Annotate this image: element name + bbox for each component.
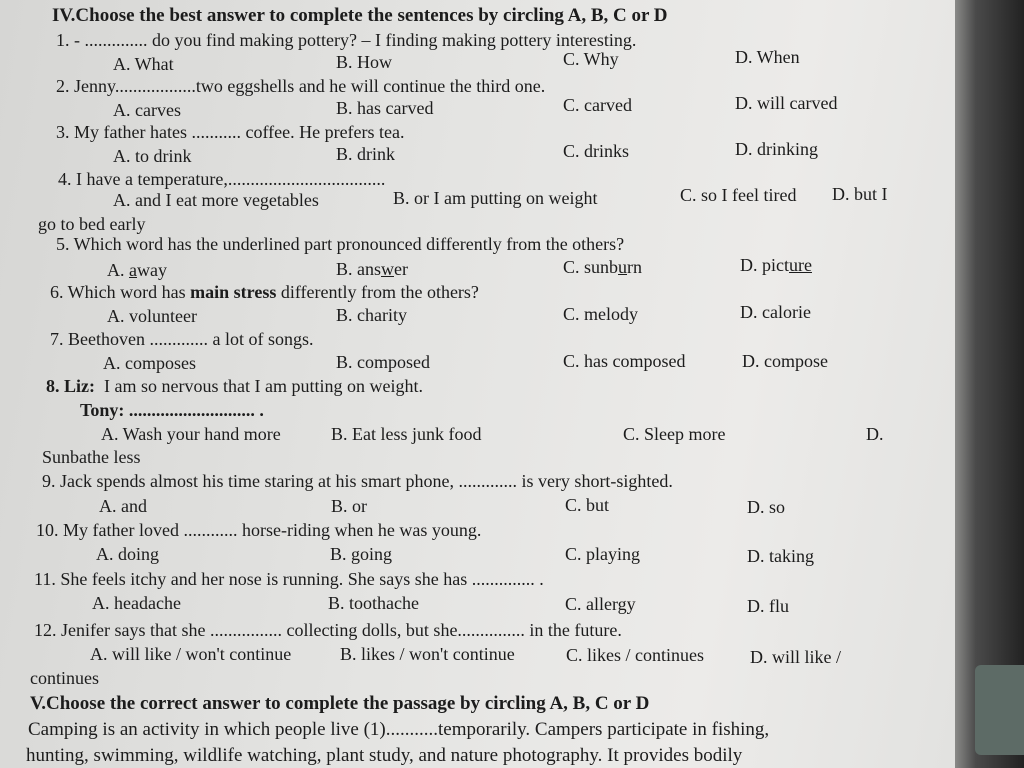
question-2-option-c[interactable]: C. carved — [563, 95, 632, 115]
question-3-option-d[interactable]: D. drinking — [735, 139, 818, 159]
speaker-label: 8. Liz: — [46, 376, 95, 396]
question-10-option-b[interactable]: B. going — [330, 544, 393, 564]
speaker-label: Tony: — [80, 400, 125, 420]
question-10-option-d[interactable]: D. taking — [747, 546, 814, 566]
passage-line-1: Camping is an activity in which people live (1)...........temporarily. Campers participate in fishing, — [28, 719, 770, 740]
question-8-liz-line — [46, 376, 423, 396]
question-9-stem: 9. Jack spends almost his time staring at his smart phone, ............. is very short-sighted. — [42, 471, 673, 491]
question-12-option-b[interactable]: B. likes / won't continue — [340, 644, 515, 664]
underlined-part: w — [381, 259, 394, 279]
stem-text: differently from the others? — [276, 282, 479, 302]
question-12-option-c[interactable]: C. likes / continues — [566, 645, 704, 665]
question-8-option-b[interactable]: B. Eat less junk food — [331, 424, 482, 444]
question-3-option-a[interactable]: A. to drink — [113, 146, 192, 166]
question-10-option-a[interactable]: A. doing — [96, 544, 159, 564]
speaker-text: I am so nervous that I am putting on weight. — [104, 376, 423, 396]
option-text: rn — [627, 257, 643, 277]
section-5-title: V.Choose the correct answer to complete the passage by circling A, B, C or D — [30, 693, 650, 714]
question-1-option-a[interactable]: A. What — [113, 54, 174, 74]
question-11-option-d[interactable]: D. flu — [747, 596, 789, 616]
question-4-option-d[interactable]: D. but I — [832, 184, 888, 204]
question-10-stem: 10. My father loved ............ horse-riding when he was young. — [36, 520, 482, 540]
question-5-option-d[interactable] — [740, 255, 812, 275]
underlined-part: u — [618, 257, 628, 277]
question-1-option-c[interactable]: C. Why — [563, 49, 619, 69]
question-2-stem: 2. Jenny..................two eggshells and he will continue the third one. — [56, 76, 546, 96]
stem-bold-text: main stress — [190, 282, 277, 302]
background-device — [975, 665, 1024, 755]
question-8-option-c[interactable]: C. Sleep more — [623, 424, 726, 444]
question-3-option-b[interactable]: B. drink — [336, 144, 396, 164]
question-11-stem: 11. She feels itchy and her nose is running. She says she has .............. . — [34, 569, 544, 589]
question-8-option-d[interactable]: D. — [866, 424, 884, 444]
question-12-option-a[interactable]: A. will like / won't continue — [90, 644, 292, 664]
underlined-part: ure — [789, 255, 812, 275]
question-6-option-b[interactable]: B. charity — [336, 305, 407, 325]
question-4-option-a[interactable]: A. and I eat more vegetables — [113, 190, 319, 210]
section-4-title: IV.Choose the best answer to complete the sentences by circling A, B, C or D — [52, 5, 668, 26]
question-9-option-c[interactable]: C. but — [565, 495, 610, 515]
question-7-stem: 7. Beethoven ............. a lot of songs. — [50, 329, 314, 349]
question-5-option-b[interactable] — [336, 259, 408, 279]
question-4-stem: 4. I have a temperature,................................... — [58, 169, 386, 189]
page-edge-shadow — [955, 0, 1024, 768]
question-12-option-d[interactable]: D. will like / — [750, 647, 841, 667]
question-4-option-b[interactable]: B. or I am putting on weight — [393, 188, 598, 208]
question-7-option-a[interactable]: A. composes — [103, 353, 196, 373]
question-6-option-a[interactable]: A. volunteer — [107, 306, 197, 326]
question-11-option-b[interactable]: B. toothache — [328, 593, 419, 613]
question-10-option-c[interactable]: C. playing — [565, 544, 640, 564]
question-8-option-a[interactable]: A. Wash your hand more — [101, 424, 281, 444]
question-9-option-a[interactable]: A. and — [99, 496, 147, 516]
option-text: A. — [107, 260, 129, 280]
question-3-stem: 3. My father hates ........... coffee. He prefers tea. — [56, 122, 405, 142]
question-3-option-c[interactable]: C. drinks — [563, 141, 630, 161]
question-2-option-b[interactable]: B. has carved — [336, 98, 434, 118]
question-9-option-d[interactable]: D. so — [747, 497, 786, 517]
option-text: B. ans — [336, 259, 381, 279]
question-5-option-c[interactable] — [563, 257, 642, 277]
answer-blank: ............................ . — [128, 400, 264, 420]
question-2-option-d[interactable]: D. will carved — [735, 93, 838, 113]
option-text: C. sunb — [563, 257, 619, 277]
question-7-option-c[interactable]: C. has composed — [563, 351, 686, 371]
question-6-stem — [50, 282, 479, 302]
question-12-stem: 12. Jenifer says that she ................ collecting dolls, but she............... in the future. — [34, 620, 622, 640]
question-2-option-a[interactable]: A. carves — [113, 100, 181, 120]
question-9-option-b[interactable]: B. or — [331, 496, 367, 516]
option-text: er — [394, 259, 408, 279]
question-7-option-d[interactable]: D. compose — [742, 351, 828, 371]
question-1-stem: 1. - .............. do you find making pottery? – I finding making pottery interesting. — [56, 30, 637, 50]
question-6-option-c[interactable]: C. melody — [563, 304, 638, 324]
question-1-option-d[interactable]: D. When — [735, 47, 800, 67]
question-1-option-b[interactable]: B. How — [336, 52, 393, 72]
question-8-option-d-continued: Sunbathe less — [42, 447, 141, 467]
option-text: D. pict — [740, 255, 789, 275]
question-4-option-d-continued: go to bed early — [38, 214, 146, 234]
question-12-option-d-continued: continues — [30, 668, 99, 688]
question-11-option-c[interactable]: C. allergy — [565, 594, 636, 614]
question-5-option-a[interactable] — [107, 260, 167, 280]
question-7-option-b[interactable]: B. composed — [336, 352, 430, 372]
question-6-option-d[interactable]: D. calorie — [740, 302, 811, 322]
underlined-part: a — [129, 260, 137, 280]
question-5-stem: 5. Which word has the underlined part pronounced differently from the others? — [56, 234, 625, 254]
stem-text: 6. Which word has — [50, 282, 191, 302]
question-11-option-a[interactable]: A. headache — [92, 593, 181, 613]
passage-line-2: hunting, swimming, wildlife watching, plant study, and nature photography. It provides bodily — [26, 745, 743, 766]
question-8-tony-line — [80, 400, 264, 420]
option-text: way — [137, 260, 167, 280]
question-4-option-c[interactable]: C. so I feel tired — [680, 185, 797, 205]
